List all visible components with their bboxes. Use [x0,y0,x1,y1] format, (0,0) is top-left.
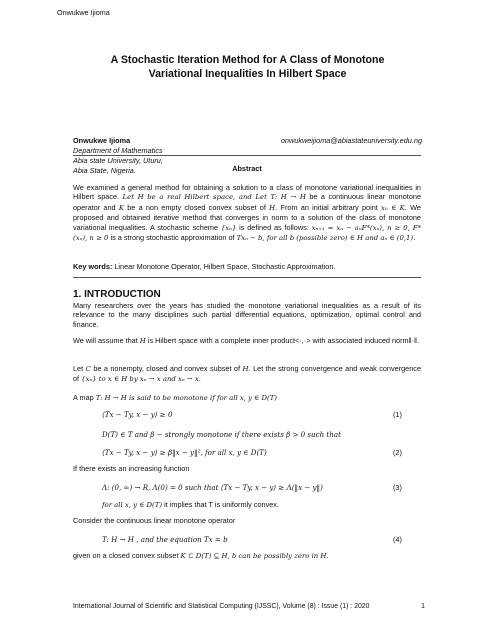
intro-paragraph-4 [73,393,277,402]
running-head: Onwukwe Ijioma [57,8,110,17]
p7-text: given on a closed convex subset [73,551,179,560]
abstract-math-d: x₀ ∈ K. [381,203,407,212]
equation-1-number: (1) [393,410,402,419]
intro-paragraph-1: Many researchers over the years has studied the monotone variational inequalities as a result of its relevance to the many disciplines such partial differential equations, optimization, optimal control and finance. [73,301,421,329]
keywords-label: Key words: [73,262,113,271]
p2-text-b: is Hilbert space with a complete inner product<·,·> with associated induced norm‖·‖. [147,336,420,345]
abstract-math-b: K [118,203,124,212]
title-line-1: A Stochastic Iteration Method for A Class of Monotone [110,54,385,66]
abstract-math-c: H. [269,203,278,212]
title-line-2: Variational Inequalities In Hilbert Space [148,68,347,80]
section-heading: 1. INTRODUCTION [73,289,161,300]
p2-text-a: We will assume that [73,336,138,345]
abstract-math-g: Txₙ − b, for all b (possible zero) ∈ H and aₙ ∈ (0,1). [236,234,416,243]
intro-paragraph-6: Consider the continuous linear monotone operator [73,516,236,525]
p3-math-2: H. [242,365,251,373]
p3-text-a: Let [73,364,84,373]
abstract-math-f: xₙ₊₁ = xₙ − aₙF*(xₙ), n ≥ 0, F*(xₙ), n ≥ 0 [73,223,422,243]
abstract-text-d: From an initial arbitrary point [280,202,378,212]
intro-paragraph-5: If there exists an increasing function [73,464,190,473]
keywords [73,262,421,271]
equation-strongly-monotone: D(T) ∈ T and β − strongly monotone if there exists β > 0 such that [102,430,341,439]
eq3-condition-math: for all x, y ∈ D(T) [102,501,163,509]
divider [73,155,421,156]
intro-paragraph-7 [73,551,329,560]
p7-math: K ⊂ D(T) ⊆ H, b can be possibly zero in H. [180,552,329,560]
p3-text-b: be a nonempty, closed and convex subset of [93,364,240,373]
abstract-text-g: is a strong stochastic approximation of [110,233,235,243]
equation-3-number: (3) [393,483,402,492]
equation-3: Λ: (0, ∞) → R, Λ(0) = 0 such that ⟨Tx − Ty, x − y⟩ ≥ Λ(‖x − y‖) [102,483,323,492]
eq3-condition-text: it implies that T is uniformly convex. [164,500,279,509]
equation-4: T: H → H , and the equation Tx = b [102,535,228,544]
equation-2-number: (2) [393,448,402,457]
author-name: Onwukwe Ijioma [73,136,131,145]
abstract-text-c: be a non empty closed convex subset of [127,202,266,212]
equation-2: ⟨Tx − Ty, x − y⟩ ≥ β‖x − y‖², for all x, y ∈ D(T) [102,448,267,457]
p3-text-c: Let the strong convergence and weak convergence of [73,364,421,384]
intro-paragraph-3 [73,364,421,385]
p4-text: A map [73,393,94,402]
intro-paragraph-2 [73,336,421,346]
p3-math-3: {xₙ} to x ∈ H by xₙ → x and xₙ ⇀ x. [81,375,201,384]
p2-math: H [139,337,146,345]
page-number: 1 [421,603,425,610]
equation-3-condition [102,500,279,509]
author-university: Abia state University, Uturu, [73,156,163,165]
abstract-heading: Abstract [232,164,262,173]
p3-math-1: C [85,365,91,373]
author-email[interactable]: onwukweijioma@abiastateuniversity.edu.ng [280,136,422,145]
abstract-math-e: {xₙ} [220,223,237,232]
p4-math: T: H → H is said to be monotone if for all x, y ∈ D(T) [95,394,277,402]
paper-title [60,53,435,81]
equation-4-number: (4) [393,535,402,544]
footer-journal: International Journal of Scientific and Statistical Computing (IJSSC), Volume (8) : Issue (1) : 2020 [73,603,370,610]
abstract-text-a: We examined a general method for obtaining a solution to a class of monotone variational inequalities in Hilbert space. [73,183,421,202]
abstract-text-e: We proposed and obtained iterative method that converges in norm to a solution of the class of monotone variational inequalities. A stochastic scheme [73,202,421,232]
author-department: Department of Mathematics [73,146,163,155]
author-state: Abia State, Nigeria. [73,166,136,175]
abstract-text-f: is defined as follows: [239,222,309,232]
abstract-math-a: Let H be a real Hilbert space, and Let T: H → H [122,193,306,202]
abstract-text [73,183,421,243]
abstract-text-b: be a continuous linear monotone operator and [73,192,421,212]
divider [73,277,421,278]
keywords-text: Linear Monotone Operator, Hilbert Space, Stochastic Approximation. [114,262,336,271]
equation-1: ⟨Tx − Ty, x − y⟩ ≥ 0 [102,410,173,419]
